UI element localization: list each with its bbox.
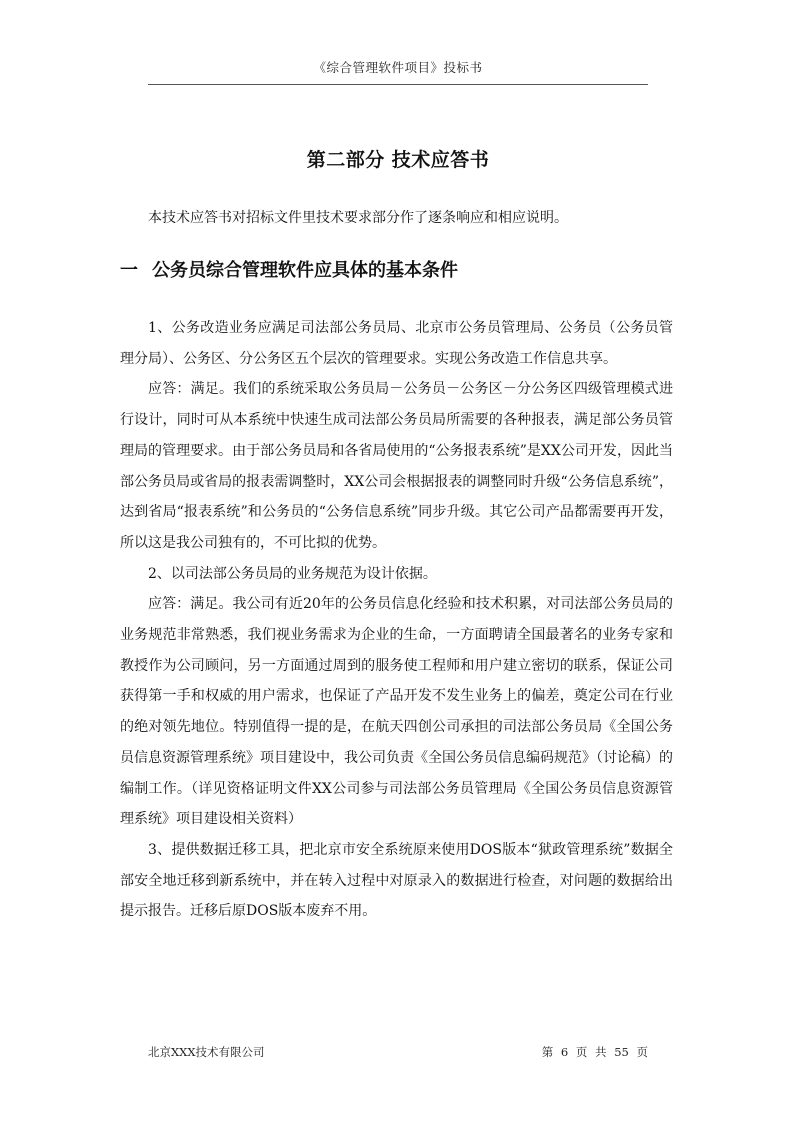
header-divider (148, 84, 648, 85)
paragraph: 3、提供数据迁移工具，把北京市安全系统原来使用DOS版本“狱政管理系统”数据全部安全地迁移到新系统中，并在转入过程中对原录入的数据进行检查，对问题的数据给出提示报告。迁移后原DOS版本废弃不用。 (120, 841, 673, 920)
page-title: 第二部分 技术应答书 (306, 149, 490, 171)
body-text (120, 313, 673, 927)
section-heading (120, 256, 660, 282)
intro-paragraph: 本技术应答书对招标文件里技术要求部分作了逐条响应和相应说明。 (148, 210, 568, 226)
section-title: 公务员综合管理软件应具体的基本条件 (152, 260, 458, 281)
paragraph: 应答：满足。我们的系统采取公务员局－公务员－公务区－分公务区四级管理模式进行设计，同时可从本系统中快速生成司法部公务员局所需要的各种报表，满足部公务员管理局的管理要求。由于部公务员局和各省局使用的“公务报表系统”是XX公司开发，因此当部公务员局或省局的报表需调整时，XX公司会根据报表的调整同时升级“公务信息系统”，达到省局“报表系统”和公务员的“公务信息系统”同步升级。其它公司产品都需要再开发，所以这是我公司独有的，不可比拟的优势。 (120, 381, 673, 551)
page-header: 《综合管理软件项目》投标书 (313, 60, 483, 75)
paragraph: 应答：满足。我公司有近20年的公务员信息化经验和技术积累，对司法部公务员局的业务规范非常熟悉，我们视业务需求为企业的生命，一方面聘请全国最著名的业务专家和教授作为公司顾问，另一方面通过周到的服务使工程师和用户建立密切的联系，保证公司获得第一手和权威的用户需求，也保证了产品开发不发生业务上的偏差，奠定公司在行业的绝对领先地位。特别值得一提的是，在航天四创公司承担的司法部公务员局《全国公务员信息资源管理系统》项目建设中，我公司负责《全国公务员信息编码规范》（讨论稿）的编制工作。（详见资格证明文件XX公司参与司法部公务员管理局《全国公务员信息资源管理系统》项目建设相关资料） (120, 596, 673, 828)
section-number: 一 (120, 260, 138, 281)
paragraph: 2、以司法部公务员局的业务规范为设计依据。 (148, 565, 437, 582)
footer-page-number: 第 6 页 共 55 页 (541, 1045, 648, 1059)
footer-company: 北京XXX技术有限公司 (148, 1045, 265, 1059)
paragraph: 1、公务改造业务应满足司法部公务员局、北京市公务员管理局、公务员（公务员管理分局）、公务区、分公务区五个层次的管理要求。实现公务改造工作信息共享。 (120, 320, 673, 367)
